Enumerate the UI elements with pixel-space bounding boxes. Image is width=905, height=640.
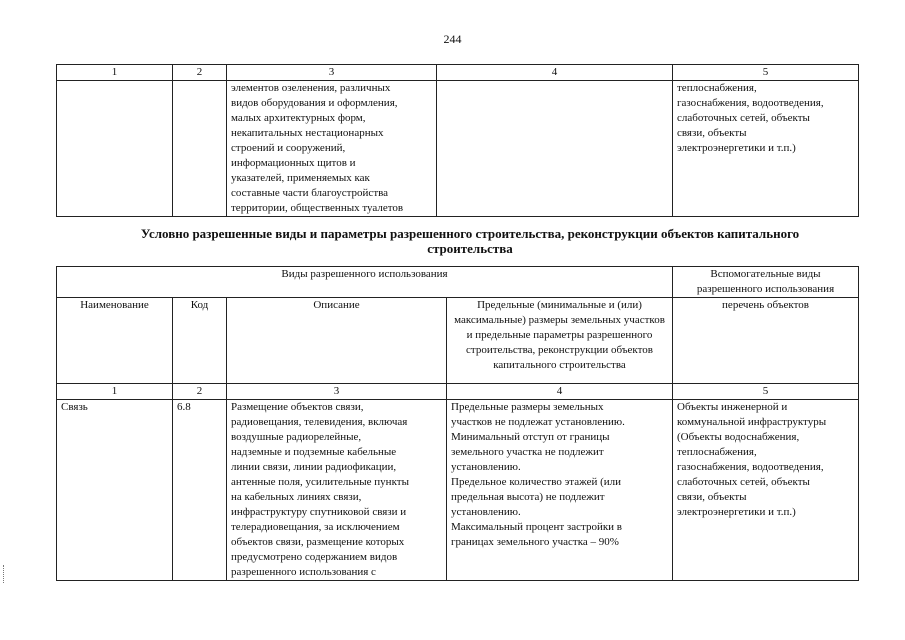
description-cell [227, 81, 437, 217]
description-line: телерадиовещания, за исключением [231, 521, 400, 533]
column-number-4: 4 [447, 384, 673, 400]
column-number-row [57, 384, 859, 400]
column-number-3: 3 [227, 65, 437, 81]
name-cell: Связь [57, 400, 173, 581]
column-number-1: 1 [57, 384, 173, 400]
description-line: строений и сооружений, [231, 142, 346, 154]
column-number-2: 2 [173, 65, 227, 81]
auxiliary-line: теплоснабжения, [677, 446, 757, 458]
scan-margin-mark [3, 565, 6, 583]
description-line: разрешенного использования с [231, 566, 376, 578]
code-cell [173, 81, 227, 217]
auxiliary-line: электроэнергетики и т.п.) [677, 142, 796, 154]
description-line: составные части благоустройства [231, 187, 389, 199]
auxiliary-cell [673, 81, 859, 217]
parameters-cell [447, 400, 673, 581]
auxiliary-line: коммунальной инфраструктуры [677, 416, 827, 428]
table-row [57, 81, 859, 217]
code-cell: 6.8 [173, 400, 227, 581]
description-line: инфраструктуру спутниковой связи и [231, 506, 407, 518]
auxiliary-line: газоснабжения, водоотведения, [677, 97, 824, 109]
header-objects: перечень объектов [673, 298, 859, 384]
header-code: Код [173, 298, 227, 384]
auxiliary-line: слаботочных сетей, объекты [677, 112, 810, 124]
description-line: антенные поля, усилительные пункты [231, 476, 409, 488]
table-row [57, 400, 859, 581]
parameters-line: земельного участка не подлежит [451, 446, 604, 458]
description-line: некапитальных нестационарных [231, 127, 384, 139]
header-description: Описание [227, 298, 447, 384]
description-line: надземные и подземные кабельные [231, 446, 397, 458]
description-cell [227, 400, 447, 581]
description-line: Размещение объектов связи, [231, 401, 364, 413]
description-line: видов оборудования и оформления, [231, 97, 398, 109]
column-number-5: 5 [673, 65, 859, 81]
auxiliary-line: слаботочных сетей, объекты [677, 476, 810, 488]
group-header-main: Виды разрешенного использования [57, 267, 673, 298]
auxiliary-line: электроэнергетики и т.п.) [677, 506, 796, 518]
auxiliary-line: связи, объекты [677, 127, 747, 139]
column-number-1: 1 [57, 65, 173, 81]
description-line: на кабельных линиях связи, [231, 491, 362, 503]
parameters-line: участков не подлежат установлению. [451, 416, 625, 428]
name-cell [57, 81, 173, 217]
description-line: предусмотрено содержанием видов [231, 551, 398, 563]
parameters-line: Предельные размеры земельных [451, 401, 604, 413]
parameters-line: установлению. [451, 461, 521, 473]
header-parameters: Предельные (минимальные и (или) максимальные) размеры земельных участков и предельные параметры разрешенного строительства, реконструкции объектов капитального строительства [447, 298, 673, 384]
column-header-row [57, 298, 859, 384]
parameters-line: установлению. [451, 506, 521, 518]
column-number-4: 4 [437, 65, 673, 81]
auxiliary-line: (Объекты водоснабжения, [677, 431, 800, 443]
parameters-line: предельная высота) не подлежит [451, 491, 605, 503]
parameters-cell [437, 81, 673, 217]
auxiliary-line: газоснабжения, водоотведения, [677, 461, 824, 473]
description-line: радиовещания, телевидения, включая [231, 416, 408, 428]
column-number-3: 3 [227, 384, 447, 400]
description-line: элементов озеленения, различных [231, 82, 391, 94]
description-line: указателей, применяемых как [231, 172, 370, 184]
column-number-5: 5 [673, 384, 859, 400]
auxiliary-line: теплоснабжения, [677, 82, 757, 94]
parameters-line: Минимальный отступ от границы [451, 431, 610, 443]
page-number: 244 [443, 32, 462, 46]
parameters-line: Предельное количество этажей (или [451, 476, 622, 488]
column-number-2: 2 [173, 384, 227, 400]
auxiliary-cell [673, 400, 859, 581]
header-name: Наименование [57, 298, 173, 384]
description-line: объектов связи, размещение которых [231, 536, 405, 548]
parameters-line: Максимальный процент застройки в [451, 521, 622, 533]
auxiliary-line: Объекты инженерной и [677, 401, 788, 413]
auxiliary-line: связи, объекты [677, 491, 747, 503]
top-table-continuation [56, 64, 859, 217]
group-header-row [57, 267, 859, 298]
section-heading: Условно разрешенные виды и параметры разрешенного строительства, реконструкции объектов капитального строительства [140, 226, 800, 256]
group-header-auxiliary: Вспомогательные виды разрешенного использования [673, 267, 859, 298]
description-line: территории, общественных туалетов [231, 202, 404, 214]
description-line: линии связи, линии радиофикации, [231, 461, 397, 473]
description-line: информационных щитов и [231, 157, 356, 169]
description-line: воздушные радиорелейные, [231, 431, 362, 443]
column-number-row [57, 65, 859, 81]
conditional-uses-table [56, 266, 859, 581]
description-line: малых архитектурных форм, [231, 112, 366, 124]
parameters-line: границах земельного участка – 90% [451, 536, 619, 548]
